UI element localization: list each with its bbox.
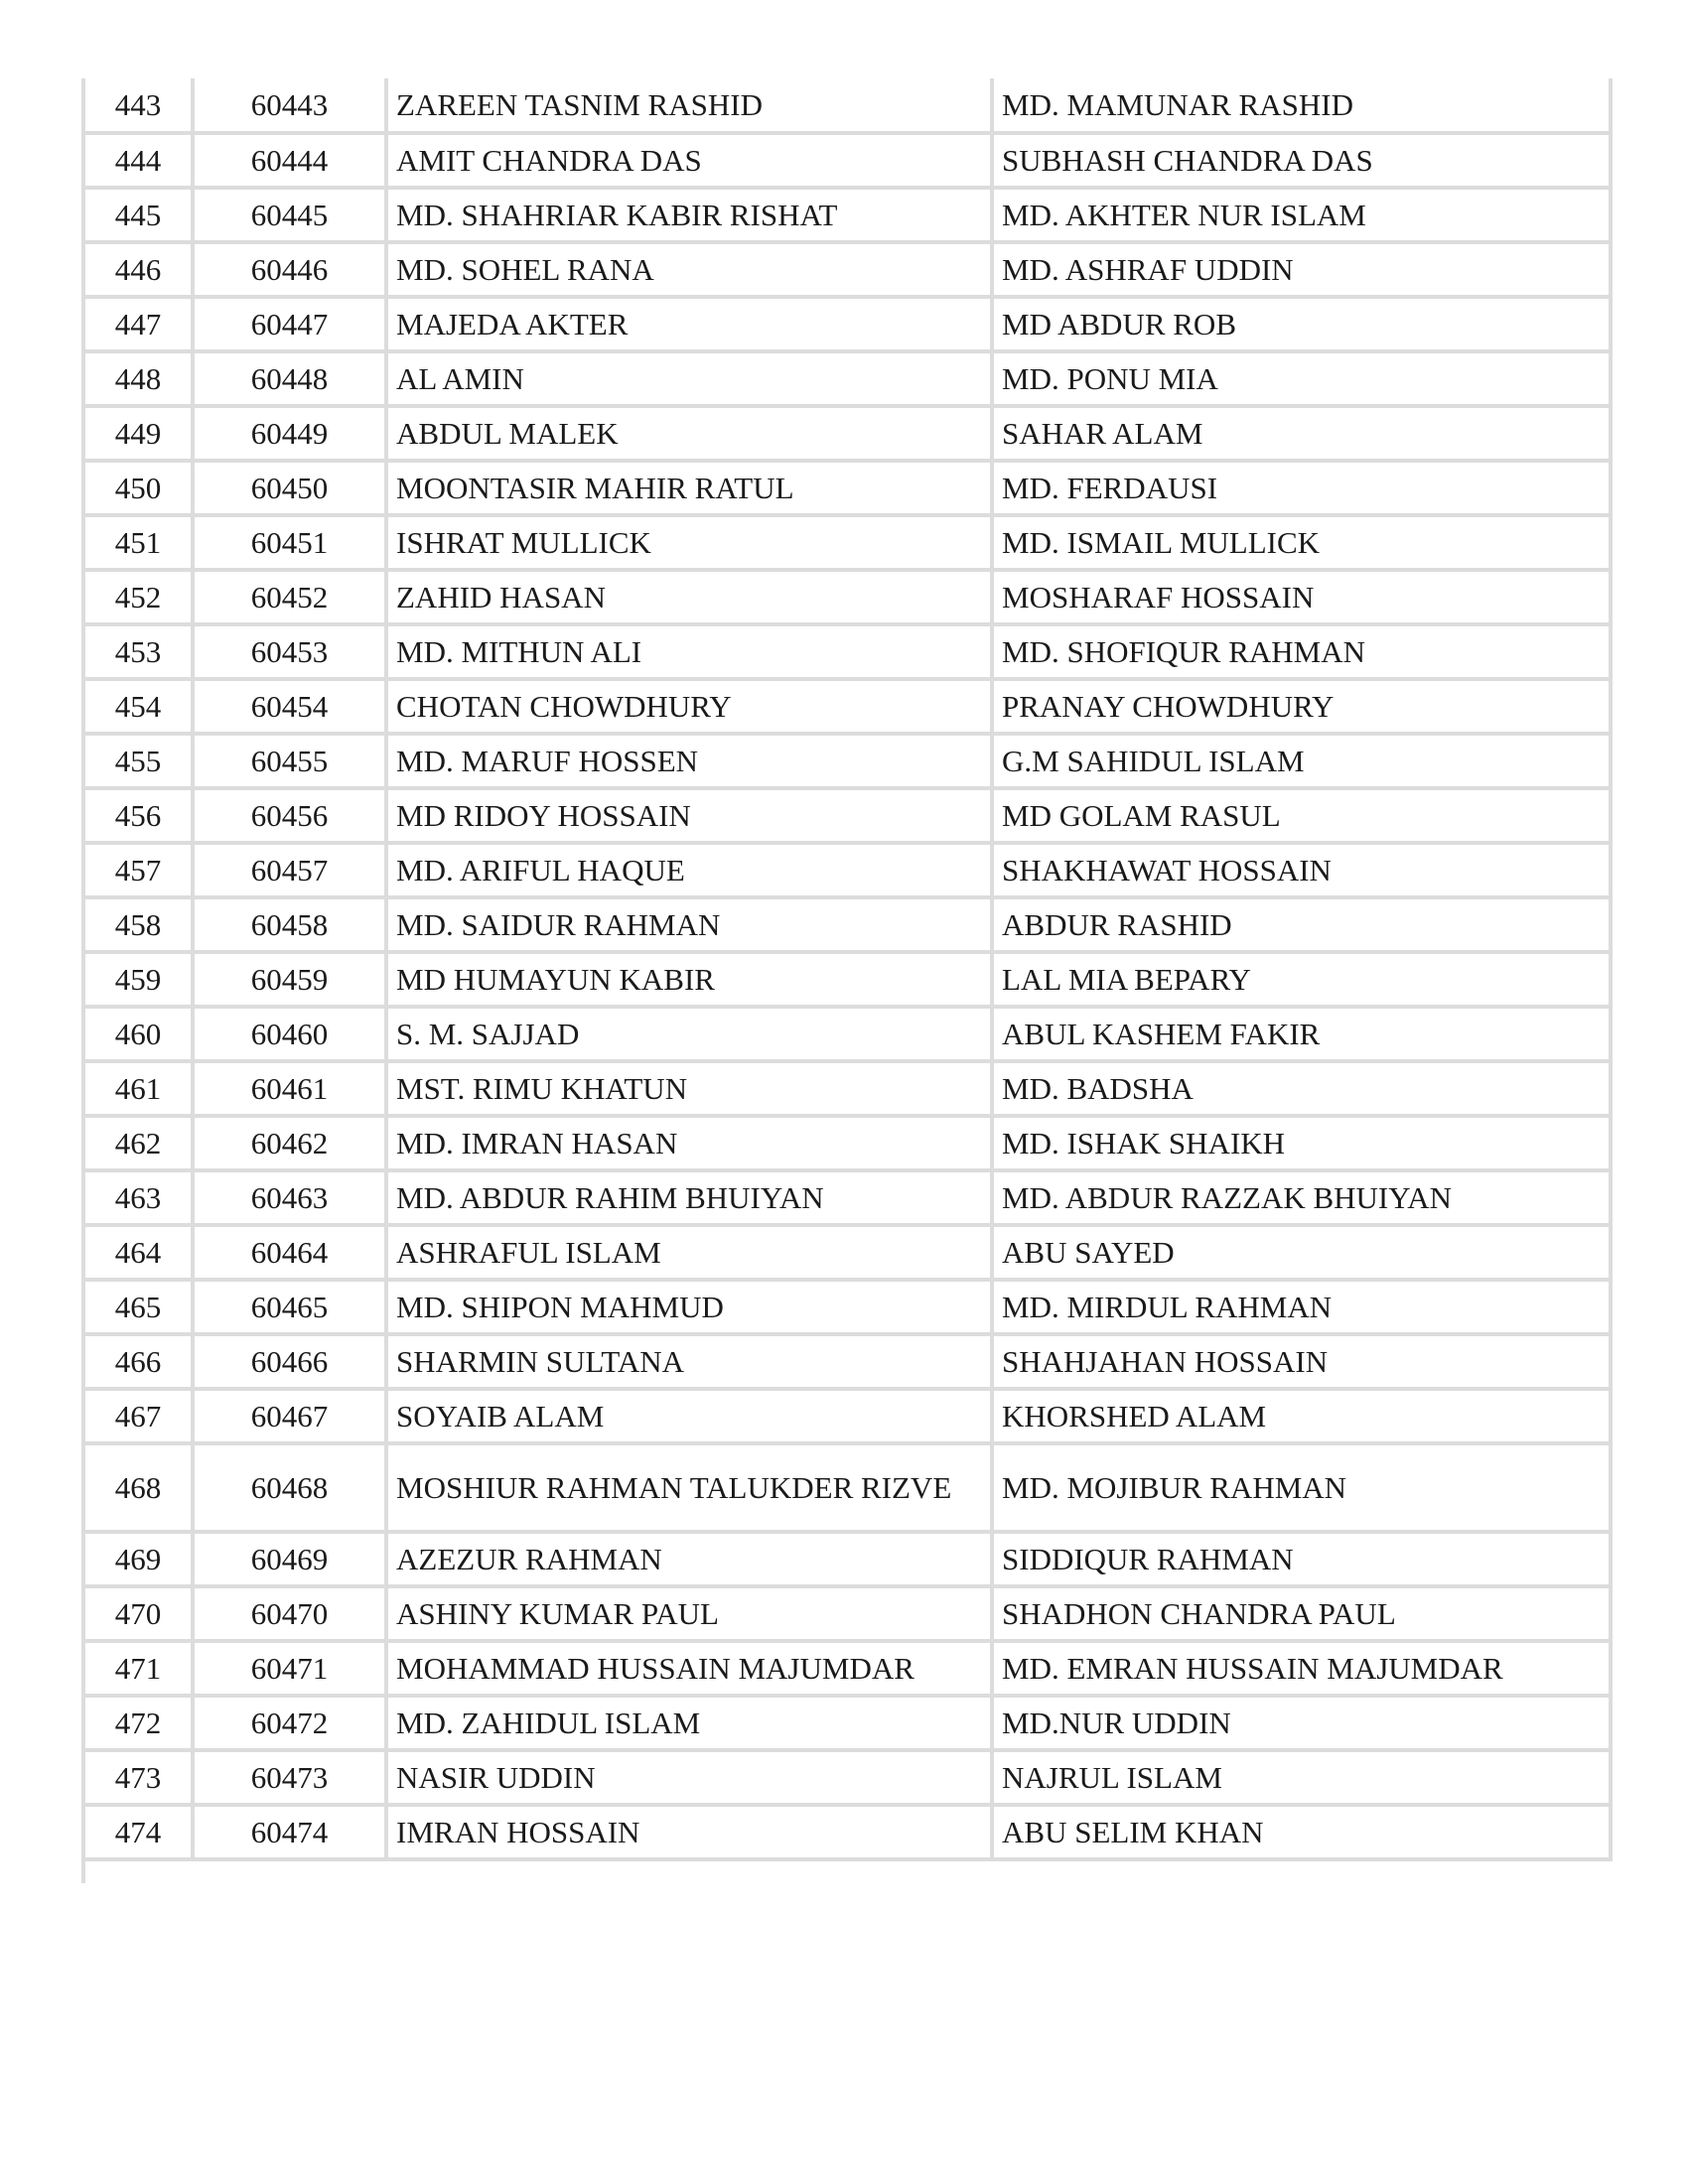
table-row [83, 1641, 1611, 1696]
serial-number-cell: 459 [83, 952, 193, 1007]
father-name-cell: SHAKHAWAT HOSSAIN [992, 843, 1611, 897]
candidate-name-cell: AL AMIN [386, 351, 992, 406]
roll-number-cell: 60455 [193, 734, 386, 788]
candidate-name-cell: MD. ARIFUL HAQUE [386, 843, 992, 897]
candidate-name-cell: MD. MITHUN ALI [386, 624, 992, 679]
father-name-cell: MD. FERDAUSI [992, 461, 1611, 515]
roll-number-cell: 60459 [193, 952, 386, 1007]
father-name-cell: ABDUR RASHID [992, 897, 1611, 952]
candidate-name-cell: SHARMIN SULTANA [386, 1334, 992, 1389]
father-name-cell: KHORSHED ALAM [992, 1389, 1611, 1443]
roll-number-cell: 60470 [193, 1586, 386, 1641]
roll-number-cell: 60467 [193, 1389, 386, 1443]
serial-number-cell: 456 [83, 788, 193, 843]
table-row [83, 952, 1611, 1007]
roll-number-cell: 60453 [193, 624, 386, 679]
roll-number-cell: 60468 [193, 1443, 386, 1532]
roster-table [81, 78, 1613, 1861]
table-row [83, 1805, 1611, 1859]
roll-number-cell: 60462 [193, 1116, 386, 1170]
serial-number-cell: 462 [83, 1116, 193, 1170]
father-name-cell: MD. BADSHA [992, 1061, 1611, 1116]
roll-number-cell: 60448 [193, 351, 386, 406]
serial-number-cell: 465 [83, 1280, 193, 1334]
father-name-cell: MOSHARAF HOSSAIN [992, 570, 1611, 624]
serial-number-cell: 454 [83, 679, 193, 734]
candidate-name-cell: MAJEDA AKTER [386, 297, 992, 351]
roll-number-cell: 60454 [193, 679, 386, 734]
table-row [83, 1334, 1611, 1389]
roll-number-cell: 60458 [193, 897, 386, 952]
serial-number-cell: 452 [83, 570, 193, 624]
table-row [83, 679, 1611, 734]
roll-number-cell: 60464 [193, 1225, 386, 1280]
serial-number-cell: 451 [83, 515, 193, 570]
father-name-cell: ABUL KASHEM FAKIR [992, 1007, 1611, 1061]
table-row [83, 133, 1611, 188]
father-name-cell: MD.NUR UDDIN [992, 1696, 1611, 1750]
serial-number-cell: 446 [83, 242, 193, 297]
father-name-cell: MD. MAMUNAR RASHID [992, 78, 1611, 133]
father-name-cell: MD. MOJIBUR RAHMAN [992, 1443, 1611, 1532]
father-name-cell: G.M SAHIDUL ISLAM [992, 734, 1611, 788]
roll-number-cell: 60445 [193, 188, 386, 242]
roll-number-cell: 60463 [193, 1170, 386, 1225]
candidate-name-cell: MD HUMAYUN KABIR [386, 952, 992, 1007]
table-row [83, 1586, 1611, 1641]
candidate-name-cell: ZAREEN TASNIM RASHID [386, 78, 992, 133]
table-row [83, 1007, 1611, 1061]
candidate-name-cell: MD. SOHEL RANA [386, 242, 992, 297]
father-name-cell: MD. ISMAIL MULLICK [992, 515, 1611, 570]
father-name-cell: LAL MIA BEPARY [992, 952, 1611, 1007]
roll-number-cell: 60473 [193, 1750, 386, 1805]
father-name-cell: MD. MIRDUL RAHMAN [992, 1280, 1611, 1334]
father-name-cell: MD. ISHAK SHAIKH [992, 1116, 1611, 1170]
serial-number-cell: 444 [83, 133, 193, 188]
father-name-cell: MD ABDUR ROB [992, 297, 1611, 351]
table-row [83, 1389, 1611, 1443]
serial-number-cell: 461 [83, 1061, 193, 1116]
candidate-name-cell: AMIT CHANDRA DAS [386, 133, 992, 188]
roll-number-cell: 60471 [193, 1641, 386, 1696]
roll-number-cell: 60443 [193, 78, 386, 133]
roll-number-cell: 60472 [193, 1696, 386, 1750]
serial-number-cell: 449 [83, 406, 193, 461]
table-row [83, 843, 1611, 897]
father-name-cell: NAJRUL ISLAM [992, 1750, 1611, 1805]
table-row [83, 406, 1611, 461]
father-name-cell: SHADHON CHANDRA PAUL [992, 1586, 1611, 1641]
roll-number-cell: 60450 [193, 461, 386, 515]
candidate-name-cell: IMRAN HOSSAIN [386, 1805, 992, 1859]
serial-number-cell: 458 [83, 897, 193, 952]
candidate-name-cell: MD. IMRAN HASAN [386, 1116, 992, 1170]
serial-number-cell: 443 [83, 78, 193, 133]
table-row [83, 788, 1611, 843]
table-row [83, 1532, 1611, 1586]
table-row [83, 242, 1611, 297]
candidate-name-cell: ABDUL MALEK [386, 406, 992, 461]
father-name-cell: ABU SAYED [992, 1225, 1611, 1280]
table-row [83, 461, 1611, 515]
serial-number-cell: 460 [83, 1007, 193, 1061]
table-row [83, 734, 1611, 788]
candidate-name-cell: ISHRAT MULLICK [386, 515, 992, 570]
serial-number-cell: 450 [83, 461, 193, 515]
father-name-cell: MD. ASHRAF UDDIN [992, 242, 1611, 297]
table-row [83, 515, 1611, 570]
table-row [83, 624, 1611, 679]
roll-number-cell: 60466 [193, 1334, 386, 1389]
candidate-name-cell: MOSHIUR RAHMAN TALUKDER RIZVE [386, 1443, 992, 1532]
father-name-cell: ABU SELIM KHAN [992, 1805, 1611, 1859]
roll-number-cell: 60444 [193, 133, 386, 188]
serial-number-cell: 469 [83, 1532, 193, 1586]
roll-number-cell: 60446 [193, 242, 386, 297]
candidate-name-cell: MD. ABDUR RAHIM BHUIYAN [386, 1170, 992, 1225]
candidate-name-cell: ASHINY KUMAR PAUL [386, 1586, 992, 1641]
roll-number-cell: 60461 [193, 1061, 386, 1116]
roll-number-cell: 60447 [193, 297, 386, 351]
serial-number-cell: 453 [83, 624, 193, 679]
candidate-name-cell: ZAHID HASAN [386, 570, 992, 624]
candidate-name-cell: S. M. SAJJAD [386, 1007, 992, 1061]
father-name-cell: SUBHASH CHANDRA DAS [992, 133, 1611, 188]
roll-number-cell: 60457 [193, 843, 386, 897]
candidate-name-cell: AZEZUR RAHMAN [386, 1532, 992, 1586]
table-row [83, 1443, 1611, 1532]
roll-number-cell: 60474 [193, 1805, 386, 1859]
serial-number-cell: 467 [83, 1389, 193, 1443]
roll-number-cell: 60449 [193, 406, 386, 461]
table-row [83, 1170, 1611, 1225]
serial-number-cell: 464 [83, 1225, 193, 1280]
table-row [83, 188, 1611, 242]
table-row [83, 78, 1611, 133]
father-name-cell: MD. PONU MIA [992, 351, 1611, 406]
candidate-name-cell: MD. SHAHRIAR KABIR RISHAT [386, 188, 992, 242]
candidate-name-cell: SOYAIB ALAM [386, 1389, 992, 1443]
roll-number-cell: 60460 [193, 1007, 386, 1061]
father-name-cell: SIDDIQUR RAHMAN [992, 1532, 1611, 1586]
table-row [83, 1061, 1611, 1116]
candidate-name-cell: MD. MARUF HOSSEN [386, 734, 992, 788]
table-row [83, 1750, 1611, 1805]
serial-number-cell: 457 [83, 843, 193, 897]
candidate-name-cell: CHOTAN CHOWDHURY [386, 679, 992, 734]
serial-number-cell: 474 [83, 1805, 193, 1859]
father-name-cell: MD. AKHTER NUR ISLAM [992, 188, 1611, 242]
candidate-name-cell: MD RIDOY HOSSAIN [386, 788, 992, 843]
roll-number-cell: 60451 [193, 515, 386, 570]
serial-number-cell: 473 [83, 1750, 193, 1805]
table-row [83, 570, 1611, 624]
father-name-cell: MD. SHOFIQUR RAHMAN [992, 624, 1611, 679]
table-row [83, 1280, 1611, 1334]
father-name-cell: MD. EMRAN HUSSAIN MAJUMDAR [992, 1641, 1611, 1696]
father-name-cell: PRANAY CHOWDHURY [992, 679, 1611, 734]
candidate-name-cell: NASIR UDDIN [386, 1750, 992, 1805]
candidate-name-cell: MST. RIMU KHATUN [386, 1061, 992, 1116]
table-row [83, 897, 1611, 952]
serial-number-cell: 448 [83, 351, 193, 406]
serial-number-cell: 466 [83, 1334, 193, 1389]
serial-number-cell: 463 [83, 1170, 193, 1225]
candidate-name-cell: ASHRAFUL ISLAM [386, 1225, 992, 1280]
serial-number-cell: 470 [83, 1586, 193, 1641]
roll-number-cell: 60469 [193, 1532, 386, 1586]
serial-number-cell: 455 [83, 734, 193, 788]
candidate-name-cell: MD. ZAHIDUL ISLAM [386, 1696, 992, 1750]
serial-number-cell: 445 [83, 188, 193, 242]
candidate-name-cell: MD. SHIPON MAHMUD [386, 1280, 992, 1334]
candidate-name-cell: MOHAMMAD HUSSAIN MAJUMDAR [386, 1641, 992, 1696]
father-name-cell: MD. ABDUR RAZZAK BHUIYAN [992, 1170, 1611, 1225]
table-row [83, 351, 1611, 406]
roll-number-cell: 60456 [193, 788, 386, 843]
roll-number-cell: 60452 [193, 570, 386, 624]
table-row [83, 1696, 1611, 1750]
candidate-name-cell: MOONTASIR MAHIR RATUL [386, 461, 992, 515]
father-name-cell: MD GOLAM RASUL [992, 788, 1611, 843]
roll-number-cell: 60465 [193, 1280, 386, 1334]
table-border-stub [81, 1861, 85, 1883]
roster-table-body [83, 78, 1611, 1859]
candidate-name-cell: MD. SAIDUR RAHMAN [386, 897, 992, 952]
table-row [83, 1225, 1611, 1280]
father-name-cell: SHAHJAHAN HOSSAIN [992, 1334, 1611, 1389]
serial-number-cell: 468 [83, 1443, 193, 1532]
table-row [83, 1116, 1611, 1170]
father-name-cell: SAHAR ALAM [992, 406, 1611, 461]
table-row [83, 297, 1611, 351]
document-page [81, 78, 1609, 1861]
serial-number-cell: 447 [83, 297, 193, 351]
serial-number-cell: 471 [83, 1641, 193, 1696]
serial-number-cell: 472 [83, 1696, 193, 1750]
